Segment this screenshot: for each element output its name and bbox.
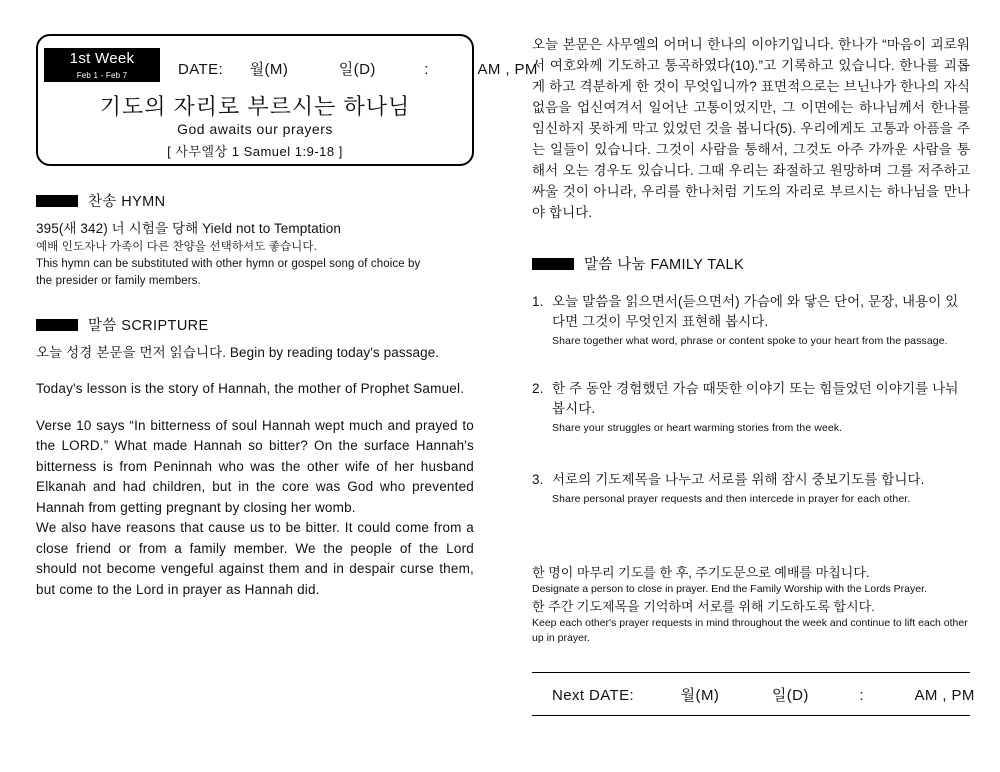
lesson-title-korean: 기도의 자리로 부르시는 하나님: [99, 94, 411, 119]
scripture-paragraph-2: Verse 10 says “In bitterness of soul Hannah wept much and prayed to the LORD.” What made Hannah so bitter? On the surface Hannah's bitterness is from Peninnah who was the other wife of her husband Elkanah and had children, but in the core was God who prevented Hannah from getting pregnant by closing her womb.: [36, 417, 474, 515]
item-number: 2.: [532, 381, 544, 396]
list-item: [532, 292, 970, 349]
next-date-month-field[interactable]: 월(M): [680, 687, 720, 704]
header-box: [36, 34, 538, 166]
next-date-day-field[interactable]: 일(D): [771, 687, 809, 704]
scripture-reference: [ 사무엘상 1 Samuel 1:9-18 ]: [167, 144, 343, 159]
date-ampm-field[interactable]: AM , PM: [477, 61, 538, 78]
closing-english-line-1: Designate a person to close in prayer. End the Family Worship with the Lords Prayer.: [532, 583, 927, 595]
item-question-korean: 오늘 말씀을 읽으면서(듣으면서) 가슴에 와 닿은 단어, 문장, 내용이 있다면 그것이 무엇인지 표현해 봅시다.: [552, 294, 959, 329]
week-tab: [44, 48, 160, 82]
next-date-entry-line: [532, 673, 975, 705]
scripture-paragraph-1: Today's lesson is the story of Hannah, the mother of Prophet Samuel.: [36, 381, 465, 396]
section-heading-hymn: [36, 190, 474, 211]
week-date-range: Feb 1 - Feb 7: [44, 70, 160, 82]
hymn-note-english-line1: This hymn can be substituted with other hymn or gospel song of choice by: [36, 258, 421, 270]
hymn-title-line: 395(새 342) 너 시험을 당해 Yield not to Temptation: [36, 221, 341, 236]
family-talk-heading-label: 말씀 나눔 FAMILY TALK: [584, 257, 745, 273]
date-day-field[interactable]: 일(D): [338, 61, 376, 78]
list-item: [532, 379, 970, 436]
section-bar-icon: [36, 195, 78, 207]
closing-english-line-2: Keep each other's prayer requests in mind throughout the week and continue to lift each other up in prayer.: [532, 617, 968, 644]
scripture-instruction: 오늘 성경 본문을 먼저 읽습니다. Begin by reading today's passage.: [36, 345, 440, 360]
hymn-heading-label: 찬송 HYMN: [88, 194, 166, 210]
item-question-english: Share your struggles or heart warming stories from the week.: [552, 422, 843, 434]
item-question-korean: 한 주 동안 경험했던 가슴 때뜻한 이야기 또는 힘들었던 이야기를 나눠봅시다.: [552, 381, 959, 416]
left-column: [36, 34, 538, 600]
scripture-heading-label: 말씀 SCRIPTURE: [88, 318, 209, 334]
lesson-title-english: God awaits our prayers: [177, 121, 333, 137]
date-month-field[interactable]: 월(M): [249, 61, 289, 78]
section-heading-scripture: [36, 314, 474, 335]
date-colon: :: [424, 61, 429, 78]
closing-korean-line-1: 한 명이 마무리 기도를 한 후, 주기도문으로 예배를 마칩니다.: [532, 565, 870, 580]
date-label: DATE:: [178, 61, 224, 78]
next-date-box: [532, 672, 975, 716]
section-bar-icon: [532, 258, 574, 270]
item-number: 3.: [532, 472, 544, 487]
hymn-note-english-line2: the presider or family members.: [36, 275, 201, 287]
section-bar-icon: [36, 319, 78, 331]
korean-devotional-paragraph: 오늘 본문은 사무엘의 어머니 한나의 이야기입니다. 한나가 “마음이 괴로워서 여호와께 기도하고 통곡하였다(10).”고 기록하고 있습니다. 한나를 괴롭게 하고 격분하게 한 것이 무엇입니까? 표면적으로는 브닌나가 한나의 자식 없음을 업신여겨서 일어난 고통이었지만, 그 이면에는 하나님께서 한나를 임신하지 못하게 막고 있었던 것을 봅니다(5). 우리에게도 고통과 아픔을 주는 일들이 있습니다. 그것이 사람을 통해서, 그것도 아주 가까운 사람을 통해서 오는 경우도 있습니다. 그때 우리는 좌절하고 원망하며 그를 저주하고 싸울 것이 아니라, 우리를 한나처럼 기도의 자리로 부르시는 하나님을 만나야 합니다.: [532, 37, 970, 220]
item-question-english: Share personal prayer requests and then intercede in prayer for each other.: [552, 493, 911, 505]
next-date-ampm-field[interactable]: AM , PM: [914, 687, 975, 704]
closing-instructions: [532, 563, 970, 646]
hymn-note-korean: 예배 인도자나 가족이 다른 찬양을 선택하셔도 좋습니다.: [36, 241, 317, 253]
list-item: [532, 470, 970, 507]
section-heading-family-talk: [532, 253, 970, 274]
week-label: 1st Week: [44, 48, 160, 70]
next-date-label: Next DATE:: [552, 687, 635, 704]
item-question-korean: 서로의 기도제목을 나누고 서로를 위해 잠시 중보기도를 합니다.: [552, 472, 925, 487]
closing-korean-line-2: 한 주간 기도제목을 기억하며 서로를 위해 기도하도록 합시다.: [532, 599, 875, 614]
item-question-english: Share together what word, phrase or content spoke to your heart from the passage.: [552, 335, 948, 347]
next-date-colon: :: [859, 687, 864, 704]
date-entry-line: [178, 58, 538, 79]
item-number: 1.: [532, 294, 544, 309]
scripture-paragraph-3: We also have reasons that cause us to be bitter. It could come from a close friend or from a family member. We the people of the Lord should not become vengeful against them and in despair curse them, but come to the Lord in prayer as Hannah did.: [36, 520, 474, 597]
right-column: [532, 34, 970, 646]
